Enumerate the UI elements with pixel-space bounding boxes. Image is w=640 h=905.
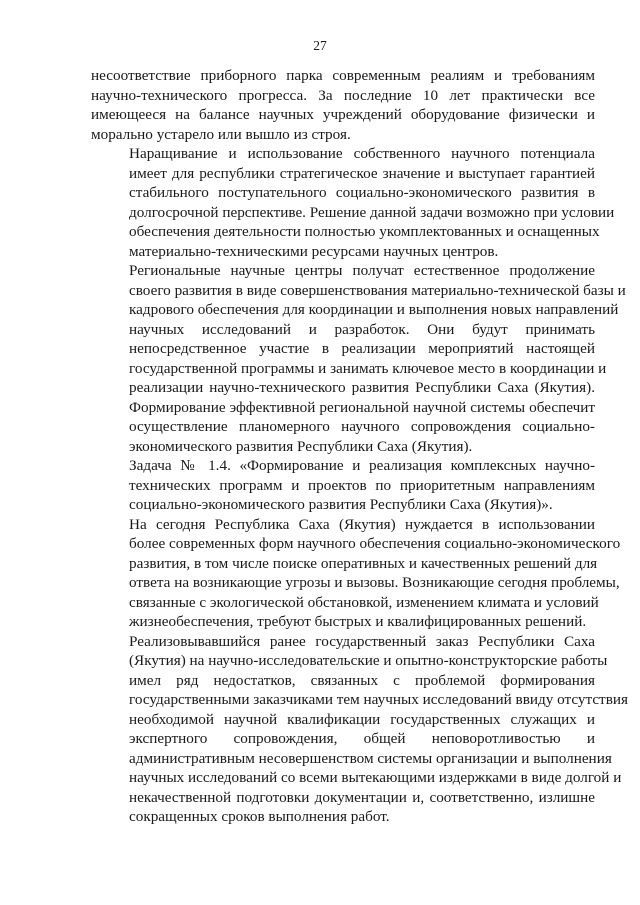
text-line: имеет для республики стратегическое значение и выступает гарантией (129, 164, 595, 182)
text-line: стабильного поступательного социально-экономического развития в (129, 184, 595, 201)
text-line: долгосрочной перспективе. Решение данной задачи возможно при условии (129, 203, 615, 221)
paragraph (91, 456, 595, 515)
text-line: связанные с экологической обстановкой, изменением климата и условий (129, 593, 599, 611)
text-line: (Якутия) на научно-исследовательские и опытно-конструкторские работы (129, 652, 608, 669)
text-line: На сегодня Республика Саха (Якутия) нуждается в использовании (129, 515, 595, 533)
text-line: научно-технического прогресса. За последние 10 лет практически все (91, 86, 595, 104)
text-line: научных исследований со всеми вытекающими издержками в виде долгой и (129, 769, 622, 786)
text-line: экономического развития Республики Саха (Якутия). (129, 437, 473, 455)
text-line: Формирование эффективной региональной научной системы обеспечит (129, 398, 595, 416)
text-line: социально-экономического развития Республики Саха (Якутия)». (129, 496, 553, 513)
text-line: технических программ и проектов по приоритетным направлениям (129, 476, 595, 494)
text-line: реализации научно-технического развития Республики Саха (Якутия). (129, 379, 595, 396)
text-line: развития, в том числе поиске оперативных и качественных решений для (129, 554, 598, 572)
text-line: материально-техническими ресурсами научных центров. (129, 242, 499, 260)
page-number: 27 (313, 38, 327, 53)
paragraph (91, 632, 628, 827)
text-line: осуществление планомерного научного сопровождения социально- (129, 418, 595, 435)
paragraph (91, 261, 626, 456)
text-line: своего развития в виде совершенствования материально-технической базы и (129, 281, 626, 299)
text-line: государственными заказчиками тем научных исследований ввиду отсутствия (129, 691, 628, 708)
paragraph (91, 66, 595, 144)
text-line: Задача № 1.4. «Формирование и реализация комплексных научно- (129, 457, 595, 474)
text-line: обеспечения деятельности полностью укомплектованных и оснащенных (129, 223, 600, 240)
paragraph (91, 144, 615, 261)
text-line: сокращенных сроков выполнения работ. (129, 808, 390, 825)
text-line: несоответствие приборного парка современным реалиям и требованиям (91, 67, 595, 84)
text-line: необходимой научной квалификации государственных служащих и (129, 710, 595, 728)
text-line: жизнеобеспечения, требуют быстрых и квалифицированных решений. (129, 613, 587, 630)
text-line: научных исследований и разработок. Они будут принимать (129, 320, 595, 338)
text-line: Региональные научные центры получат естественное продолжение (129, 262, 595, 279)
body-text (91, 66, 628, 827)
text-line: Реализовывавшийся ранее государственный заказ Республики Саха (129, 632, 595, 650)
text-line: Наращивание и использование собственного научного потенциала (129, 145, 595, 162)
text-line: кадрового обеспечения для координации и выполнения новых направлений (129, 301, 619, 318)
text-line: некачественной подготовки документации и, соответственно, излишне (129, 788, 595, 806)
text-line: государственной программы и занимать ключевое место в координации и (129, 359, 607, 377)
text-line: имеющееся на балансе научных учреждений оборудование физически и (91, 106, 595, 123)
text-line: ответа на возникающие угрозы и вызовы. Возникающие сегодня проблемы, (129, 574, 620, 591)
text-line: более современных форм научного обеспечения социально-экономического (129, 535, 621, 552)
text-line: имел ряд недостатков, связанных с проблемой формирования (129, 671, 595, 689)
paragraph (91, 515, 621, 632)
text-line: непосредственное участие в реализации мероприятий настоящей (129, 340, 595, 357)
text-line: административным несовершенством системы организации и выполнения (129, 749, 612, 767)
text-line: экспертного сопровождения, общей неповоротливостью и (129, 730, 595, 747)
text-line: морально устарело или вышло из строя. (91, 125, 351, 143)
